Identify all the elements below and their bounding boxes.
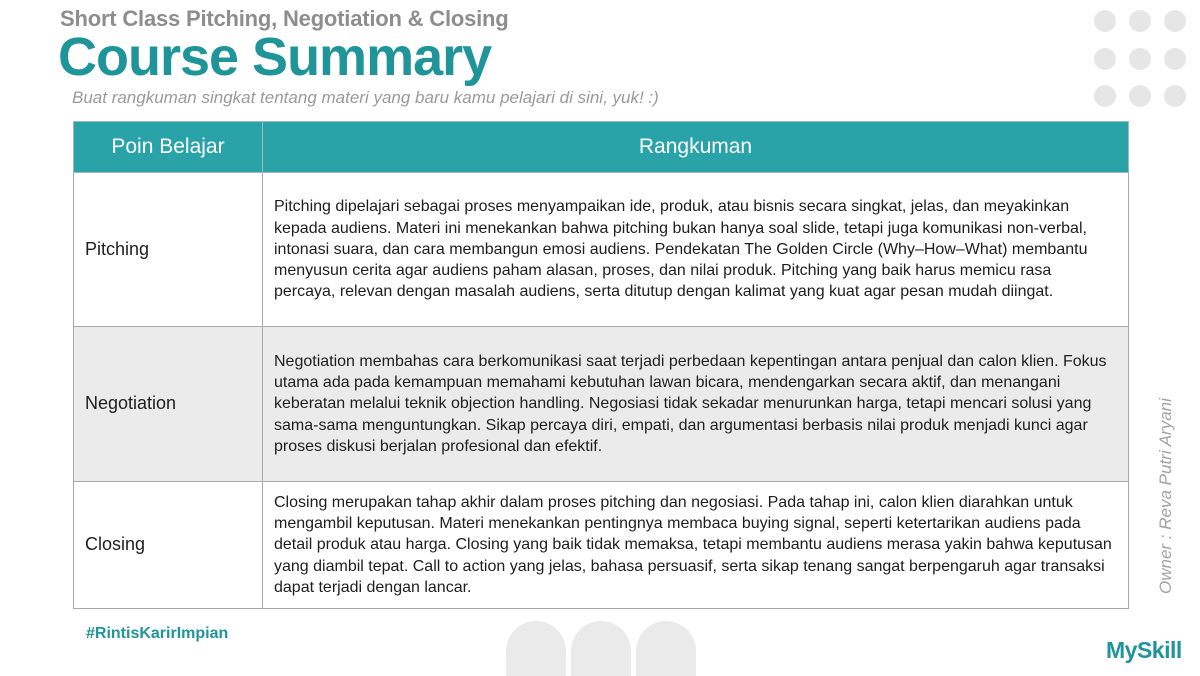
- row-label-negotiation: Negotiation: [74, 327, 263, 482]
- decorative-arch-shape: [636, 621, 696, 676]
- course-kicker: Short Class Pitching, Negotiation & Closing: [60, 6, 509, 31]
- row-label-closing: Closing: [74, 482, 263, 609]
- summary-table: [73, 121, 1129, 609]
- dot-icon: [1164, 85, 1186, 107]
- dot-icon: [1094, 85, 1116, 107]
- row-label-pitching: Pitching: [74, 173, 263, 327]
- row-summary-closing: Closing merupakan tahap akhir dalam proses pitching dan negosiasi. Pada tahap ini, calon klien diarahkan untuk mengambil keputusan. Materi menekankan pentingnya membaca buying signal, seperti ketertarikan audiens pada detail produk atau harga. Closing yang baik tidak memaksa, tetapi membantu audiens merasa yakin bahwa keputusan yang diambil tepat. Call to action yang jelas, bahasa persuasif, serta sikap tenang sangat berpengaruh agar transaksi dapat terjadi dengan lancar.: [263, 482, 1129, 609]
- dot-icon: [1129, 10, 1151, 32]
- table-header-row: [74, 122, 1129, 173]
- page-subtitle: Buat rangkuman singkat tentang materi yang baru kamu pelajari di sini, yuk! :): [72, 88, 659, 107]
- decorative-arch-shape: [571, 621, 631, 676]
- column-header-rangkuman: Rangkuman: [263, 122, 1129, 173]
- decorative-arch-shape: [506, 621, 566, 676]
- row-summary-negotiation: Negotiation membahas cara berkomunikasi saat terjadi perbedaan kepentingan antara penjual dan calon klien. Fokus utama ada pada kemampuan memahami kebutuhan lawan bicara, mendengarkan secara aktif, dan menangani keberatan melalui teknik objection handling. Negosiasi tidak sekadar menurunkan harga, tetapi mencari solusi yang sama-sama menguntungkan. Sikap percaya diri, empati, dan argumentasi berbasis nilai produk menjadi kunci agar proses diskusi berjalan profesional dan efektif.: [263, 327, 1129, 482]
- table-row-negotiation: [74, 327, 1129, 482]
- column-header-poin-belajar: Poin Belajar: [74, 122, 263, 173]
- row-summary-pitching: Pitching dipelajari sebagai proses menyampaikan ide, produk, atau bisnis secara singkat, jelas, dan meyakinkan kepada audiens. Materi ini menekankan bahwa pitching bukan hanya soal slide, tetapi juga komunikasi non-verbal, intonasi suara, dan cara membangun emosi audiens. Pendekatan The Golden Circle (Why–How–What) membantu menyusun cerita agar audiens paham alasan, proses, dan nilai produk. Pitching yang baik harus memicu rasa percaya, relevan dengan masalah audiens, serta ditutup dengan kalimat yang kuat agar pesan mudah diingat.: [263, 173, 1129, 327]
- dot-icon: [1164, 10, 1186, 32]
- dot-icon: [1094, 10, 1116, 32]
- table-row-pitching: [74, 173, 1129, 327]
- dot-icon: [1164, 48, 1186, 70]
- dot-icon: [1129, 85, 1151, 107]
- campaign-hashtag: #RintisKarirImpian: [86, 625, 229, 642]
- dot-icon: [1094, 48, 1116, 70]
- page-title: Course Summary: [58, 27, 492, 87]
- brand-logo: MySkill: [1106, 637, 1182, 663]
- owner-credit: Owner : Reva Putri Aryani: [1156, 398, 1175, 594]
- decorative-dot-grid: [1092, 8, 1192, 112]
- table-row-closing: [74, 482, 1129, 609]
- dot-icon: [1129, 48, 1151, 70]
